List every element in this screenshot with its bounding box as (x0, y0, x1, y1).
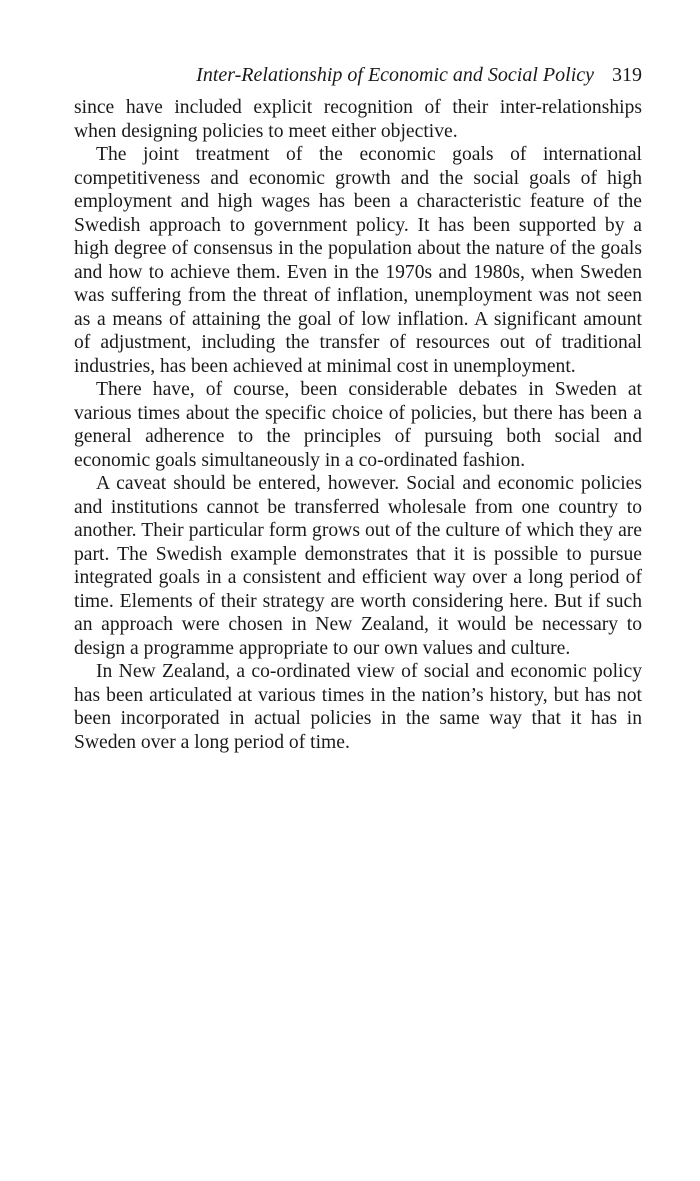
running-head (74, 62, 642, 88)
page-number: 319 (612, 64, 642, 86)
paragraph-caveat: A caveat should be entered, however. Social and economic policies and institutions cannot be transferred wholesale from one country to another. Their particular form grows out of the culture of which they are part. The Swedish example demonstrates that it is possible to pursue integrated goals in a consistent and efficient way over a long period of time. Elements of their strategy are worth considering here. But if such an approach were chosen in New Zealand, it would be necessary to design a programme appropriate to our own values and culture. (74, 473, 642, 659)
body-text (74, 96, 642, 754)
paragraph-continued: since have included explicit recognition of their inter-relationships when designing policies to meet either objective. (74, 97, 642, 142)
paragraph-debates: There have, of course, been considerable debates in Sweden at various times about the specific choice of policies, but there has been a general adherence to the principles of pursuing both social and economic goals simultaneously in a co-ordinated fashion. (74, 379, 642, 471)
book-page (74, 62, 642, 754)
running-title: Inter-Relationship of Economic and Social Policy (196, 64, 594, 86)
paragraph-swedish-approach: The joint treatment of the economic goals of international competitiveness and economic growth and the social goals of high employment and high wages has been a characteristic feature of the Swedish approach to government policy. It has been supported by a high degree of consensus in the population about the nature of the goals and how to achieve them. Even in the 1970s and 1980s, when Sweden was suffering from the threat of inflation, unemployment was not seen as a means of attaining the goal of low inflation. A significant amount of adjustment, including the transfer of resources out of traditional industries, has been achieved at minimal cost in unemployment. (74, 144, 642, 377)
paragraph-new-zealand: In New Zealand, a co-ordinated view of social and economic policy has been articulated at various times in the nation’s history, but has not been incorporated in actual policies in the same way that it has in Sweden over a long period of time. (74, 661, 642, 753)
